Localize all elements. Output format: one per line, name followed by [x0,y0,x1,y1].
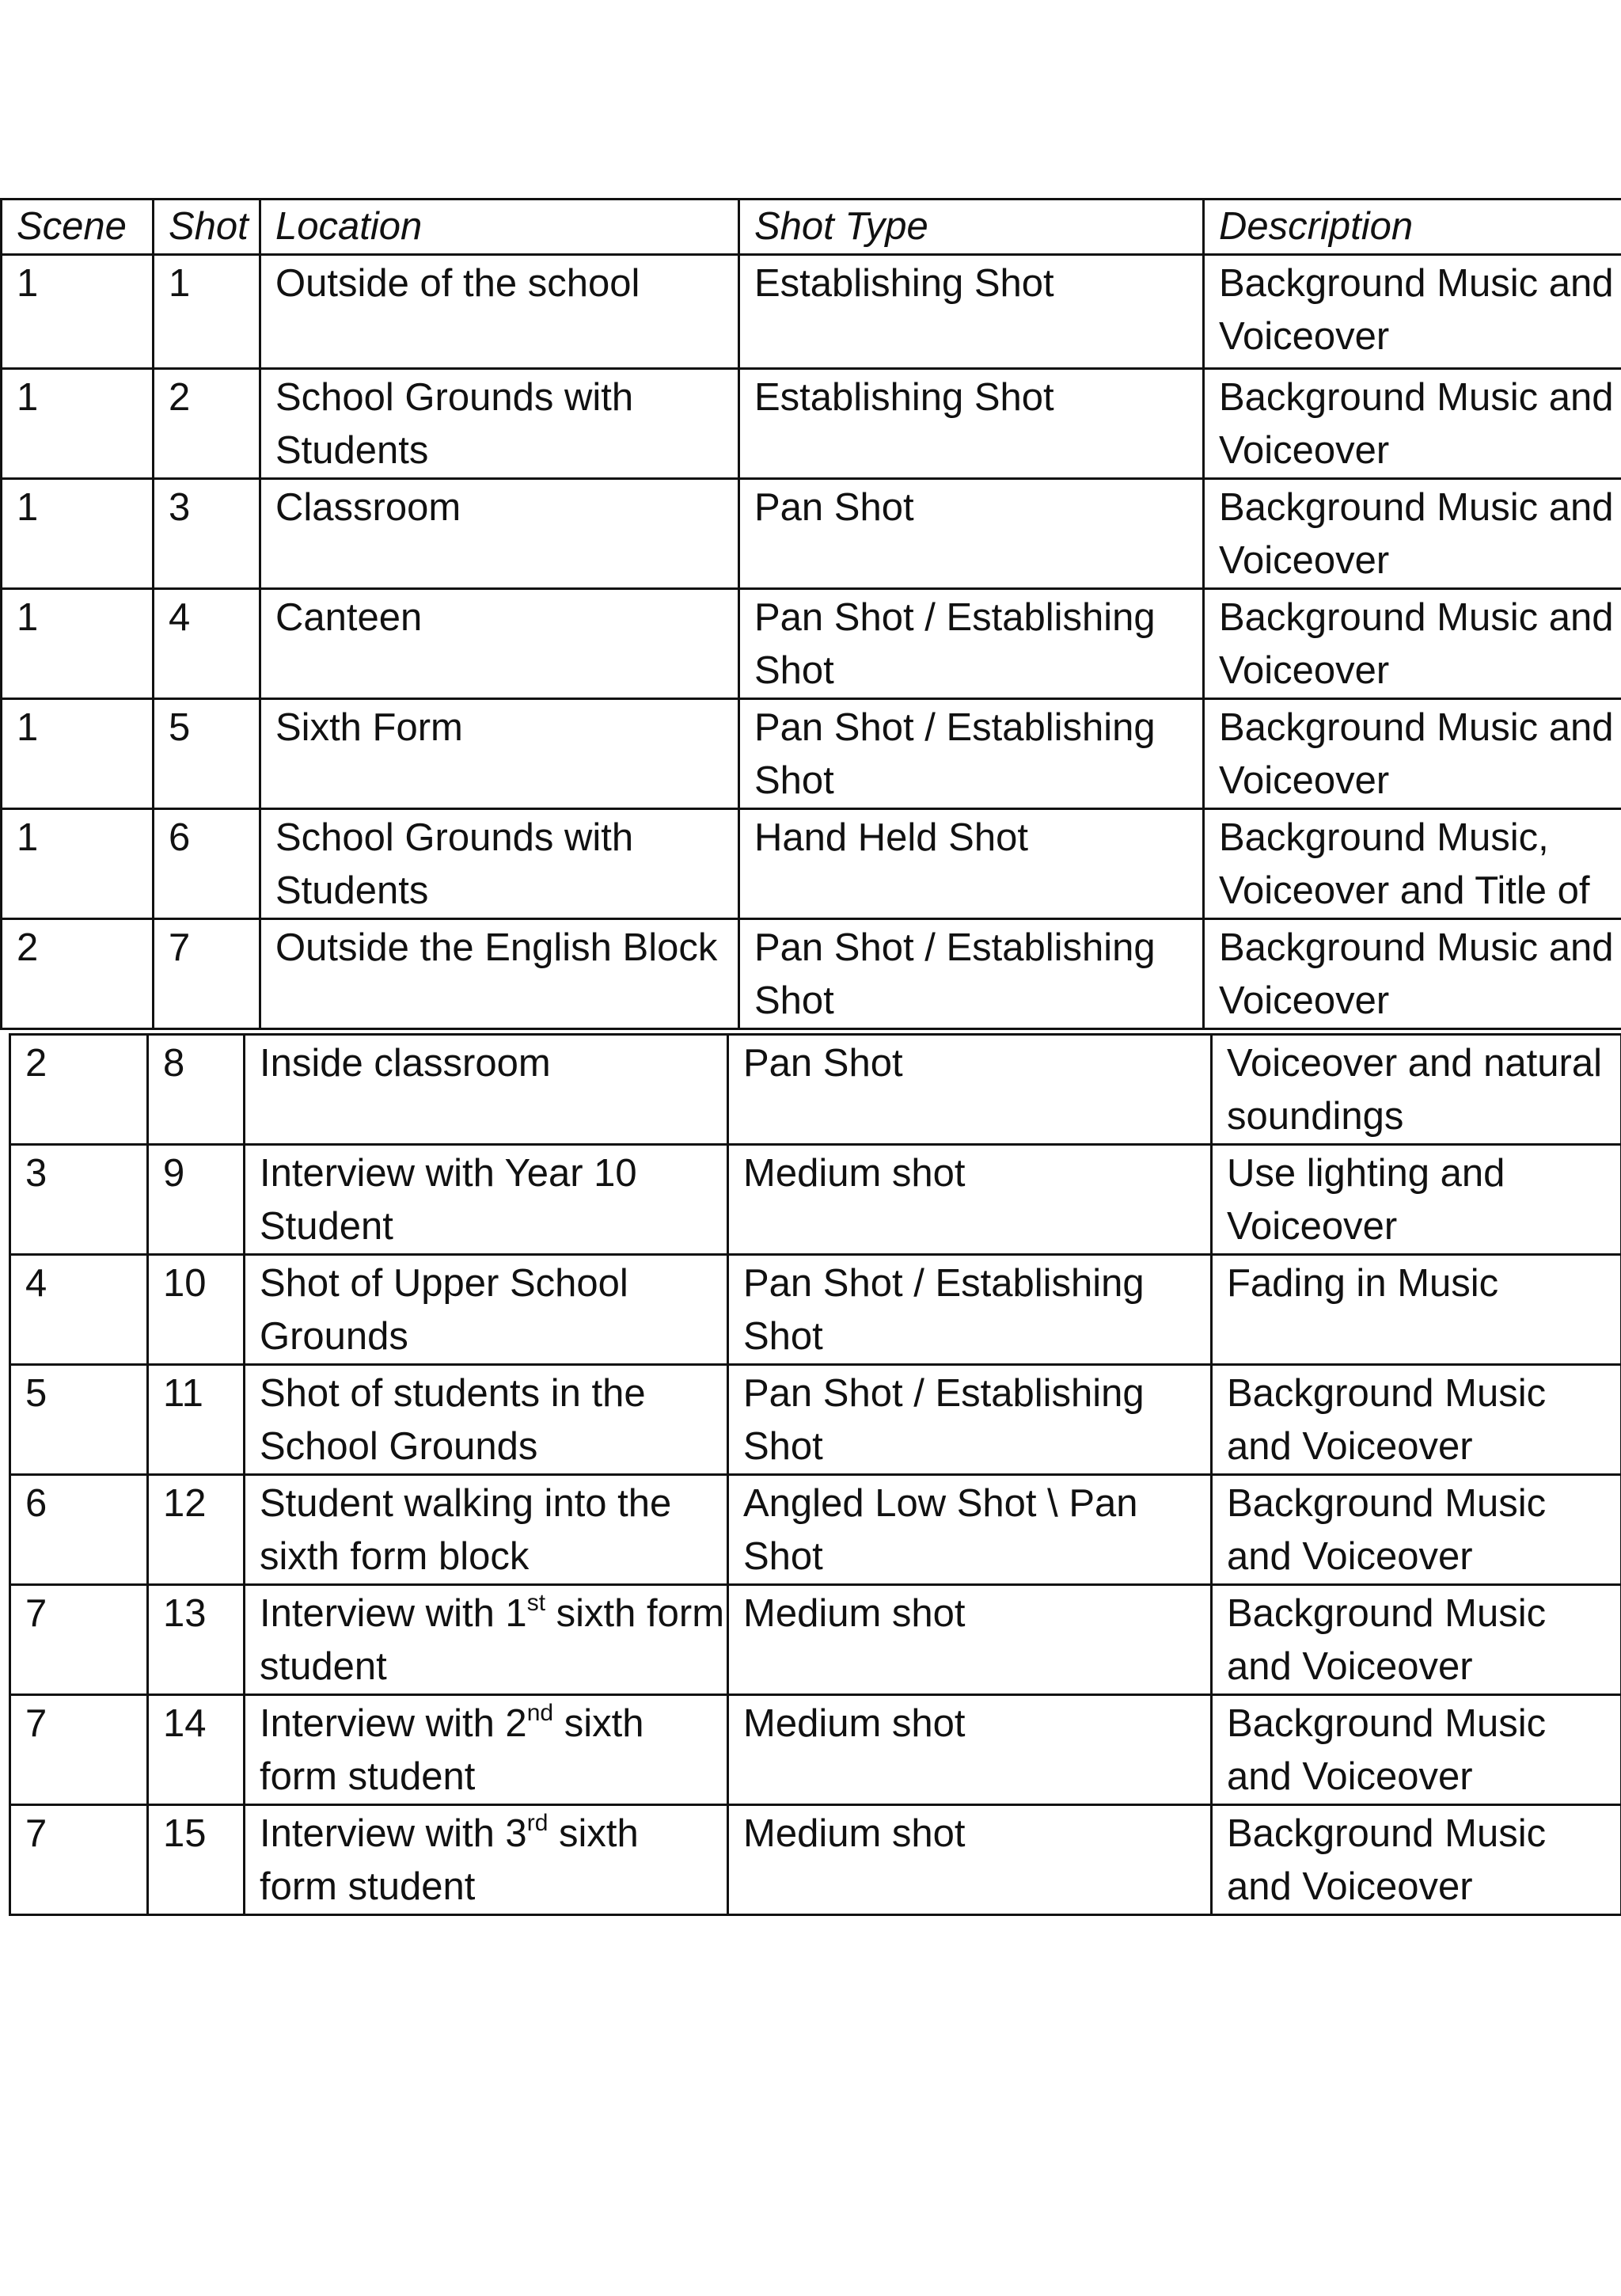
cell-shot-type: Hand Held Shot [739,809,1204,919]
cell-shot: 6 [154,809,260,919]
cell-location: School Grounds with Students [260,809,739,919]
cell-shot: 2 [154,369,260,479]
table-row [10,1695,1621,1805]
cell-shot-type: Medium shot [728,1145,1212,1255]
table-row [2,699,1621,809]
cell-scene: 7 [10,1585,148,1695]
cell-shot: 14 [148,1695,245,1805]
cell-shot-type: Pan Shot / Establishing Shot [728,1255,1212,1365]
cell-shot-type: Medium shot [728,1695,1212,1805]
cell-shot: 7 [154,919,260,1029]
cell-scene: 1 [2,369,154,479]
cell-location [245,1695,728,1805]
cell-shot-type: Medium shot [728,1585,1212,1695]
cell-shot-type: Establishing Shot [739,255,1204,369]
ordinal-suffix: st [526,1590,546,1616]
cell-shot: 9 [148,1145,245,1255]
table-row [10,1805,1621,1915]
cell-shot-type: Pan Shot / Establishing Shot [739,589,1204,699]
shot-list-table-part-one [0,198,1621,1030]
cell-scene: 1 [2,809,154,919]
cell-shot: 13 [148,1585,245,1695]
header-location: Location [260,200,739,255]
cell-shot-type: Pan Shot / Establishing Shot [739,919,1204,1029]
header-row [2,200,1621,255]
cell-location: School Grounds with Students [260,369,739,479]
cell-location: Sixth Form [260,699,739,809]
location-text-end: sixth form student [260,1702,644,1798]
header-shot: Shot [154,200,260,255]
cell-shot-type: Pan Shot / Establishing Shot [728,1365,1212,1475]
cell-shot: 8 [148,1035,245,1145]
cell-description: Background Music, Voiceover and Title of [1204,809,1621,919]
cell-description: Background Music and Voiceover [1204,919,1621,1029]
cell-description: Background Music and Voiceover [1212,1365,1621,1475]
cell-description: Background Music and Voiceover [1212,1695,1621,1805]
cell-shot: 4 [154,589,260,699]
table-row [10,1585,1621,1695]
cell-scene: 3 [10,1145,148,1255]
ordinal-suffix: nd [526,1700,554,1726]
header-description: Description [1204,200,1621,255]
cell-shot: 5 [154,699,260,809]
cell-location: Outside of the school [260,255,739,369]
cell-description: Background Music and Voiceover [1204,589,1621,699]
table-row [2,479,1621,589]
location-text-start: Interview with 2 [260,1702,527,1745]
cell-shot: 3 [154,479,260,589]
header-scene: Scene [2,200,154,255]
cell-scene: 5 [10,1365,148,1475]
table-row [10,1035,1621,1145]
cell-description: Background Music and Voiceover [1204,255,1621,369]
cell-scene: 6 [10,1475,148,1585]
location-text-start: Interview with 3 [260,1812,527,1855]
cell-shot-type: Medium shot [728,1805,1212,1915]
table-row [2,809,1621,919]
cell-location: Shot of students in the School Grounds [245,1365,728,1475]
cell-description: Use lighting and Voiceover [1212,1145,1621,1255]
header-shot-type: Shot Type [739,200,1204,255]
table-row [10,1145,1621,1255]
cell-location: Classroom [260,479,739,589]
cell-description: Background Music and Voiceover [1204,479,1621,589]
location-text-end: sixth form student [260,1812,639,1908]
cell-description: Voiceover and natural soundings [1212,1035,1621,1145]
cell-description: Background Music and Voiceover [1204,369,1621,479]
table-row [10,1365,1621,1475]
cell-shot-type: Establishing Shot [739,369,1204,479]
cell-scene: 2 [10,1035,148,1145]
shot-list-table-part-two [9,1033,1621,1916]
cell-location: Canteen [260,589,739,699]
cell-scene: 7 [10,1805,148,1915]
cell-description: Background Music and Voiceover [1212,1585,1621,1695]
cell-description: Background Music and Voiceover [1212,1475,1621,1585]
cell-scene: 1 [2,479,154,589]
cell-shot: 15 [148,1805,245,1915]
location-text-start: Interview with 1 [260,1592,527,1635]
table-row [2,255,1621,369]
cell-description: Fading in Music [1212,1255,1621,1365]
cell-scene: 7 [10,1695,148,1805]
cell-location: Outside the English Block [260,919,739,1029]
cell-description: Background Music and Voiceover [1212,1805,1621,1915]
cell-shot-type: Angled Low Shot \ Pan Shot [728,1475,1212,1585]
cell-shot-type: Pan Shot [739,479,1204,589]
table-row [2,369,1621,479]
cell-shot: 11 [148,1365,245,1475]
cell-scene: 1 [2,589,154,699]
cell-location [245,1805,728,1915]
cell-shot: 12 [148,1475,245,1585]
table-row [10,1255,1621,1365]
cell-location: Inside classroom [245,1035,728,1145]
cell-description: Background Music and Voiceover [1204,699,1621,809]
cell-scene: 4 [10,1255,148,1365]
table-row [2,589,1621,699]
cell-location: Student walking into the sixth form block [245,1475,728,1585]
cell-scene: 1 [2,699,154,809]
ordinal-suffix: rd [526,1810,549,1836]
cell-scene: 1 [2,255,154,369]
cell-shot: 1 [154,255,260,369]
cell-shot-type: Pan Shot / Establishing Shot [739,699,1204,809]
cell-location: Interview with Year 10 Student [245,1145,728,1255]
cell-location: Shot of Upper School Grounds [245,1255,728,1365]
cell-shot-type: Pan Shot [728,1035,1212,1145]
location-text-end: sixth form student [260,1592,725,1688]
table-row [10,1475,1621,1585]
cell-scene: 2 [2,919,154,1029]
cell-location [245,1585,728,1695]
table-row [2,919,1621,1029]
cell-shot: 10 [148,1255,245,1365]
